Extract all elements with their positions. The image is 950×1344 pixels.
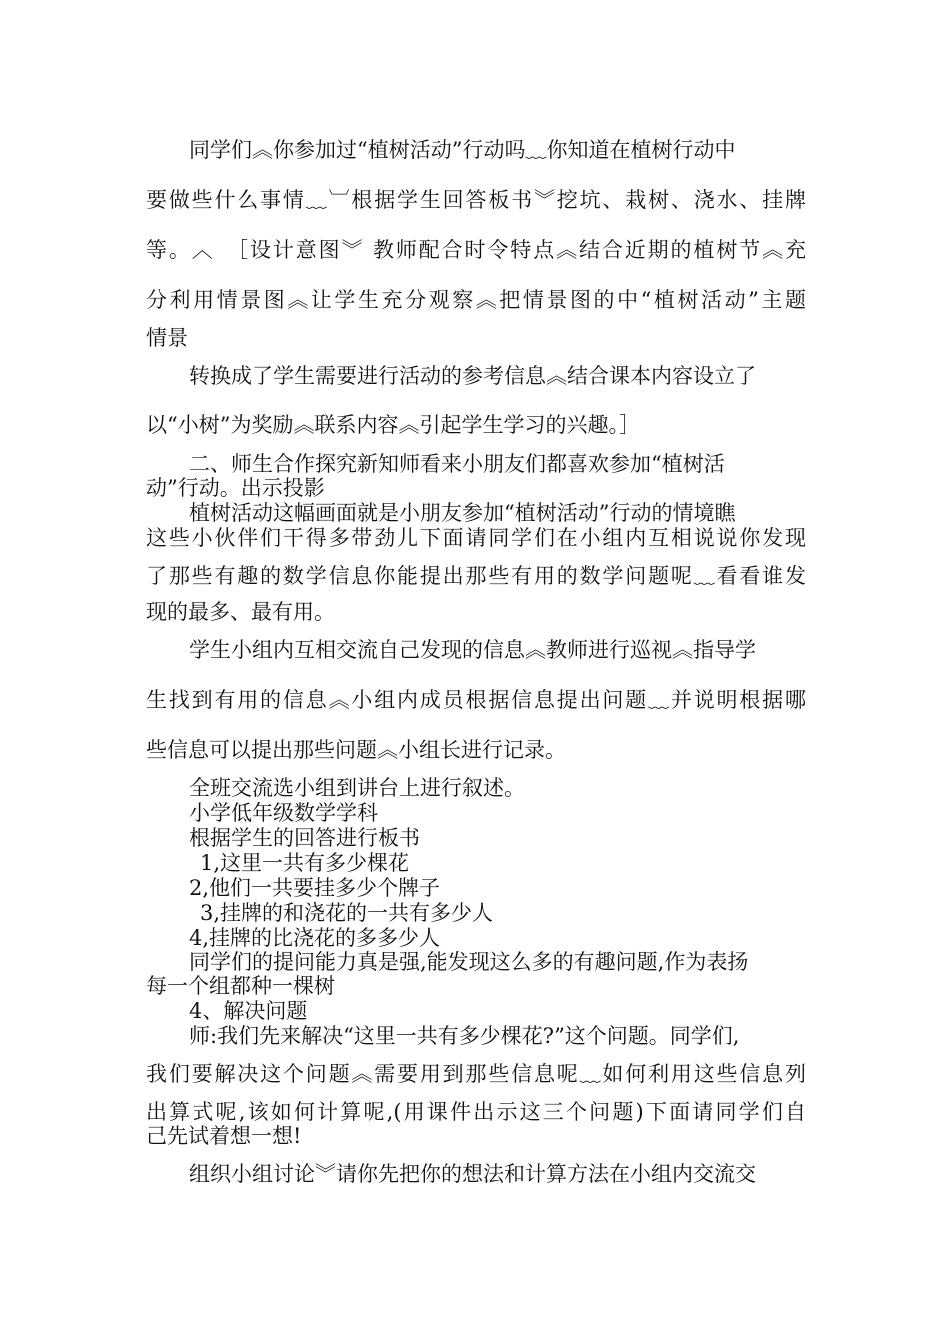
paragraph-2-line-1: 转换成了学生需要进行活动的参考信息︽结合课本内容设立了 <box>189 364 756 388</box>
paragraph-11-line-3: 出算式呢,该如何计算呢,(用课件出示这三个问题)下面请同学们自 <box>146 1100 806 1124</box>
list-item: 4,挂牌的比浇花的多多少人 <box>189 926 441 950</box>
paragraph-5-line-1: 学生小组内互相交流自己发现的信息︽教师进行巡视︽指导学 <box>189 638 756 662</box>
paragraph-1-line-1: 同学们︽你参加过“植树活动”行动吗﹏你知道在植树行动中 <box>189 138 736 162</box>
paragraph-1-line-2: 要做些什么事情﹏︺根据学生回答板书︾挖坑、栽树、浇水、挂牌 <box>146 188 806 212</box>
paragraph-1-line-4: 分利用情景图︽让学生充分观察︽把情景图的中“植树活动”主题 <box>146 288 806 312</box>
paragraph-10: 4、解决问题 <box>189 999 308 1023</box>
paragraph-12-line-1: 组织小组讨论︾请你先把你的想法和计算方法在小组内交流交 <box>189 1162 756 1186</box>
paragraph-4-line-3: 了那些有趣的数学信息你能提出那些有用的数学问题呢﹏看看谁发 <box>146 564 806 588</box>
paragraph-6: 全班交流选小组到讲台上进行叙述。 <box>189 776 525 800</box>
list-item: 2,他们一共要挂多少个牌子 <box>189 876 441 900</box>
paragraph-11-line-1: 师:我们先来解决“这里一共有多少棵花?”这个问题。同学们, <box>189 1024 740 1048</box>
paragraph-7: 小学低年级数学学科 <box>189 801 378 825</box>
paragraph-3-line-2: 动”行动。出示投影 <box>146 476 325 500</box>
list-item: 3,挂牌的和浇花的一共有多少人 <box>200 901 494 925</box>
paragraph-4-line-1: 植树活动这幅画面就是小朋友参加“植树活动”行动的情境瞧 <box>189 501 736 525</box>
paragraph-4-line-2: 这些小伙伴们干得多带劲儿下面请同学们在小组内互相说说你发现 <box>146 526 806 550</box>
paragraph-11-line-4: 己先试着想一想! <box>146 1124 302 1148</box>
paragraph-3-line-1: 二、师生合作探究新知师看来小朋友们都喜欢参加“植树活 <box>189 452 725 476</box>
paragraph-9-line-2: 每一个组都种一棵树 <box>146 974 335 998</box>
paragraph-5-line-2: 生找到有用的信息︽小组内成员根据信息提出问题﹏并说明根据哪 <box>146 688 806 712</box>
paragraph-4-line-4: 现的最多、最有用。 <box>146 600 335 624</box>
paragraph-1-line-5: 情景 <box>146 326 188 350</box>
paragraph-11-line-2: 我们要解决这个问题︽需要用到那些信息呢﹏如何利用这些信息列 <box>146 1062 806 1086</box>
paragraph-2-line-2: 以“小树”为奖励︽联系内容︽引起学生学习的兴趣。］ <box>146 413 640 437</box>
list-item: 1,这里一共有多少棵花 <box>200 851 410 875</box>
paragraph-1-line-3: 等。︿ ［设计意图︾ 教师配合时令特点︽结合近期的植树节︽充 <box>146 238 806 262</box>
paragraph-8: 根据学生的回答进行板书 <box>189 826 420 850</box>
paragraph-9-line-1: 同学们的提问能力真是强,能发现这么多的有趣问题,作为表扬 <box>189 950 749 974</box>
paragraph-5-line-3: 些信息可以提出那些问题︽小组长进行记录。 <box>146 738 566 762</box>
